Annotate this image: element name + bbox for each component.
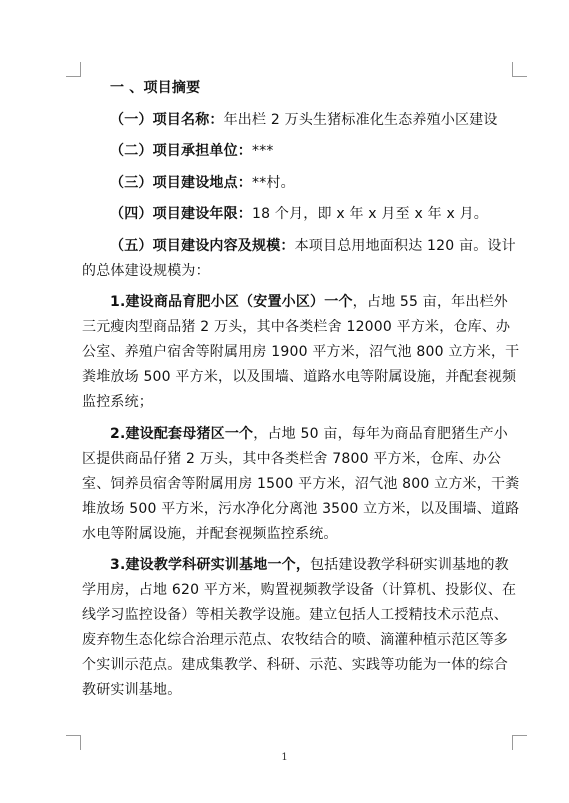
summary-item xyxy=(82,108,522,133)
margin-corner-mark xyxy=(512,735,527,750)
paragraph-lead: 2.建设配套母猪区一个 xyxy=(110,425,254,442)
summary-item-label: （五）项目建设内容及规模： xyxy=(110,237,295,254)
summary-item-text: **村。 xyxy=(252,174,295,191)
summary-item-text: 本项目总用地面积达 120 亩。设计的总体建设规模为： xyxy=(82,237,516,279)
margin-corner-mark xyxy=(66,735,81,750)
margin-corner-mark xyxy=(512,62,527,77)
content-paragraph xyxy=(82,553,522,703)
summary-item-label: （三）项目建设地点： xyxy=(110,174,252,191)
summary-item xyxy=(82,139,522,164)
paragraph-lead: 3.建设教学科研实训基地一个， xyxy=(110,557,311,573)
summary-item-label: （四）项目建设年限： xyxy=(110,206,252,222)
summary-item-text: *** xyxy=(252,143,274,159)
summary-item-text: 18 个月，即 x 年 x 月至 x 年 x 月。 xyxy=(252,206,489,222)
section-heading: 一 、项目摘要 xyxy=(110,80,201,96)
summary-item xyxy=(82,234,522,284)
margin-corner-mark xyxy=(66,62,81,77)
summary-item-label: （二）项目承担单位： xyxy=(110,143,252,159)
content-paragraph xyxy=(82,290,522,415)
content-paragraph xyxy=(82,422,522,547)
paragraph-text: 包括建设教学科研实训基地的教学用房，占地 620 平方米，购置视频教学设备（计算机、投影仪、在线学习监控设备）等相关教学设施。建立包括人工授精技术示范点、废弃物生态化综合治理示范点、农牧结合的喷、滴灌种植示范区等多个实训示范点。建成集教学、科研、示范、实践等功能为一体的综合教研实训基地。 xyxy=(82,557,517,698)
document-body xyxy=(82,76,522,710)
page-number: 1 xyxy=(281,752,288,763)
summary-item-label: （一）项目名称： xyxy=(110,111,224,128)
paragraph-text: ，占地 50 亩，每年为商品育肥猪生产小区提供商品仔猪 2 万头，其中各类栏舍 7800 平方米，仓库、办公室、饲养员宿舍等附属用房 1500 平方米，沼气池 800 立方米，干粪堆放场 500 平方米，污水净化分离池 3500 立方米，以及围墙、道路水电等附属设施，并配套视频监控系统。 xyxy=(82,425,520,542)
paragraph-text: ，占地 55 亩，年出栏外三元瘦肉型商品猪 2 万头，其中各类栏舍 12000 平方米，仓库、办公室、养殖户宿舍等附属用房 1900 平方米，沼气池 800 立方米，干粪堆放场 500 平方米，以及围墙、道路水电等附属设施，并配套视频监控系统； xyxy=(82,294,520,410)
summary-item xyxy=(82,202,522,227)
summary-item xyxy=(82,171,522,196)
paragraph-lead: 1.建设商品育肥小区（安置小区）一个 xyxy=(110,294,353,310)
summary-item-text: 年出栏 2 万头生猪标准化生态养殖小区建设 xyxy=(223,111,498,128)
